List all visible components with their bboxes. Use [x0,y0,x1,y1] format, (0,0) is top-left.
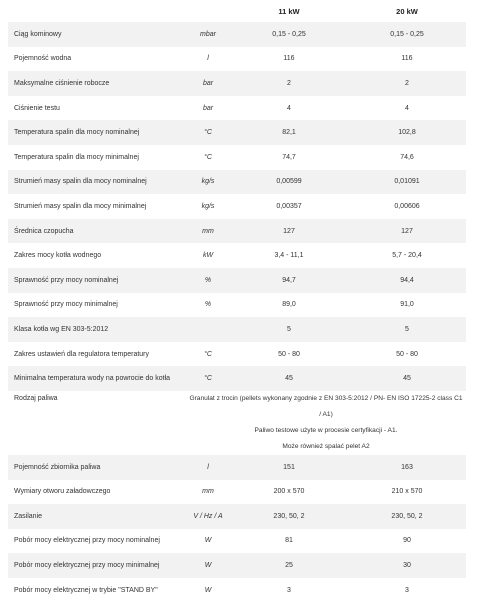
param-unit [186,317,230,342]
value-20kw: 2 [348,71,466,96]
value-11kw: 151 [230,455,348,480]
value-20kw: 116 [401,55,413,63]
param-unit: °C [186,366,230,391]
value-11kw: 200 x 570 [273,488,305,496]
value-20kw: 30 [348,553,466,578]
param-unit: W [204,586,212,594]
header-empty-name [8,0,186,22]
value-11kw: 0,15 - 0,25 [230,22,348,47]
param-unit: % [204,301,212,309]
value-20kw: 50 - 80 [396,350,418,358]
value-20kw: 230, 50, 2 [348,504,466,529]
value-11kw: 3,4 - 11,1 [274,252,304,260]
param-name: Zakres mocy kotła wodnego [14,252,102,260]
param-unit: kW [202,252,214,260]
value-11kw: 0,00599 [230,170,348,195]
value-20kw: 0,00606 [394,202,420,210]
param-name: Wymiary otworu załadowczego [14,488,111,496]
table-row [8,145,466,170]
param-name: Temperatura spalin dla mocy nominalnej [8,120,186,145]
value-20kw: 5,7 - 20,4 [392,252,422,260]
value-11kw: 0,00357 [276,202,302,210]
value-20kw: 74,6 [400,153,414,161]
param-name: Klasa kotła wg EN 303-5:2012 [8,317,186,342]
param-unit: kg/s [201,202,215,210]
value-20kw: 0,01091 [348,170,466,195]
value-11kw: 89,0 [282,301,296,309]
param-unit: W [186,553,230,578]
param-name: Rodzaj paliwa [14,394,58,402]
header-col-20kw: 20 kW [396,6,418,16]
table-row [8,293,466,318]
fuel-line: Granulat z trocin (pellets wykonany zgodnie z EN 303-5:2012 / PN- EN ISO 17225-2 class C1 / A1) [189,394,463,418]
param-unit: bar [202,104,214,112]
param-unit: °C [204,350,212,358]
value-11kw: 81 [285,537,293,545]
table-row [8,504,466,529]
param-unit: kg/s [186,170,230,195]
table-row [8,317,466,342]
value-20kw: 5 [348,317,466,342]
table-row [8,243,466,268]
param-name: Ciśnienie testu [14,104,60,112]
table-row [8,366,466,391]
table-row [8,553,466,578]
value-20kw: 91,0 [400,301,414,309]
table-row [8,342,466,367]
param-name: Strumień masy spalin dla mocy minimalnej [14,202,147,210]
table-row [8,194,466,219]
value-20kw: 102,8 [348,120,466,145]
value-11kw: 45 [230,366,348,391]
table-row [8,578,466,603]
value-11kw: 127 [230,219,348,244]
param-name: Średnica czopucha [8,219,186,244]
value-20kw: 163 [348,455,466,480]
table-row [8,455,466,480]
param-name: Sprawność przy mocy nominalnej [8,268,186,293]
param-unit: V / Hz / A [186,504,230,529]
value-11kw: 74,7 [282,153,296,161]
table-row [8,47,466,72]
header-empty-unit [186,0,230,22]
table-row [8,120,466,145]
value-11kw: 116 [283,55,295,63]
param-name: Zasilanie [8,504,186,529]
fuel-description [186,391,466,455]
value-11kw: 94,7 [230,268,348,293]
param-unit: °C [186,120,230,145]
table-row [8,96,466,121]
value-11kw: 50 - 80 [278,350,300,358]
param-name: Strumień masy spalin dla mocy nominalnej [8,170,186,195]
table-row-fuel-type [8,391,466,455]
value-11kw: 230, 50, 2 [230,504,348,529]
value-20kw: 127 [348,219,466,244]
value-11kw: 4 [287,104,291,112]
fuel-line: Może również spalać pelet A2 [282,442,370,450]
param-unit: mm [202,488,214,496]
table-row [8,529,466,554]
table-row [8,71,466,96]
table-row [8,219,466,244]
value-11kw: 82,1 [230,120,348,145]
param-unit: °C [204,153,212,161]
value-11kw: 3 [287,586,291,594]
param-name: Temperatura spalin dla mocy minimalnej [14,153,139,161]
value-11kw: 5 [230,317,348,342]
table-row [8,268,466,293]
table-row [8,480,466,505]
value-20kw: 0,15 - 0,25 [348,22,466,47]
fuel-line: Paliwo testowe użyte w procesie certyfikacji - A1. [254,426,398,434]
param-name: Pojemność wodna [14,55,72,63]
param-name: Ciąg kominowy [8,22,186,47]
param-name: Pobór mocy elektrycznej w trybie "STAND BY" [14,586,158,594]
value-11kw: 2 [230,71,348,96]
value-20kw: 3 [405,586,409,594]
param-unit: mbar [186,22,230,47]
param-name: Zakres ustawień dla regulatora temperatury [14,350,150,358]
param-name: Sprawność przy mocy minimalnej [14,301,118,309]
value-20kw: 94,4 [348,268,466,293]
table-header-row [8,0,466,22]
param-name: Pobór mocy elektrycznej przy mocy minimalnej [8,553,186,578]
param-unit: bar [186,71,230,96]
value-11kw: 25 [230,553,348,578]
value-20kw: 90 [403,537,411,545]
param-name: Minimalna temperatura wody na powrocie do kotła [8,366,186,391]
value-20kw: 210 x 570 [391,488,423,496]
param-name: Pojemność zbiornika paliwa [8,455,186,480]
param-unit: l [207,55,209,63]
param-unit: % [186,268,230,293]
param-unit: mm [186,219,230,244]
value-20kw: 4 [405,104,409,112]
param-name: Pobór mocy elektrycznej przy mocy nominalnej [14,537,160,545]
param-unit: l [186,455,230,480]
param-unit: W [204,537,212,545]
table-row [8,170,466,195]
spec-table [8,0,466,602]
table-row [8,22,466,47]
header-col-11kw: 11 kW [278,6,300,16]
value-20kw: 45 [348,366,466,391]
param-name: Maksymalne ciśnienie robocze [8,71,186,96]
